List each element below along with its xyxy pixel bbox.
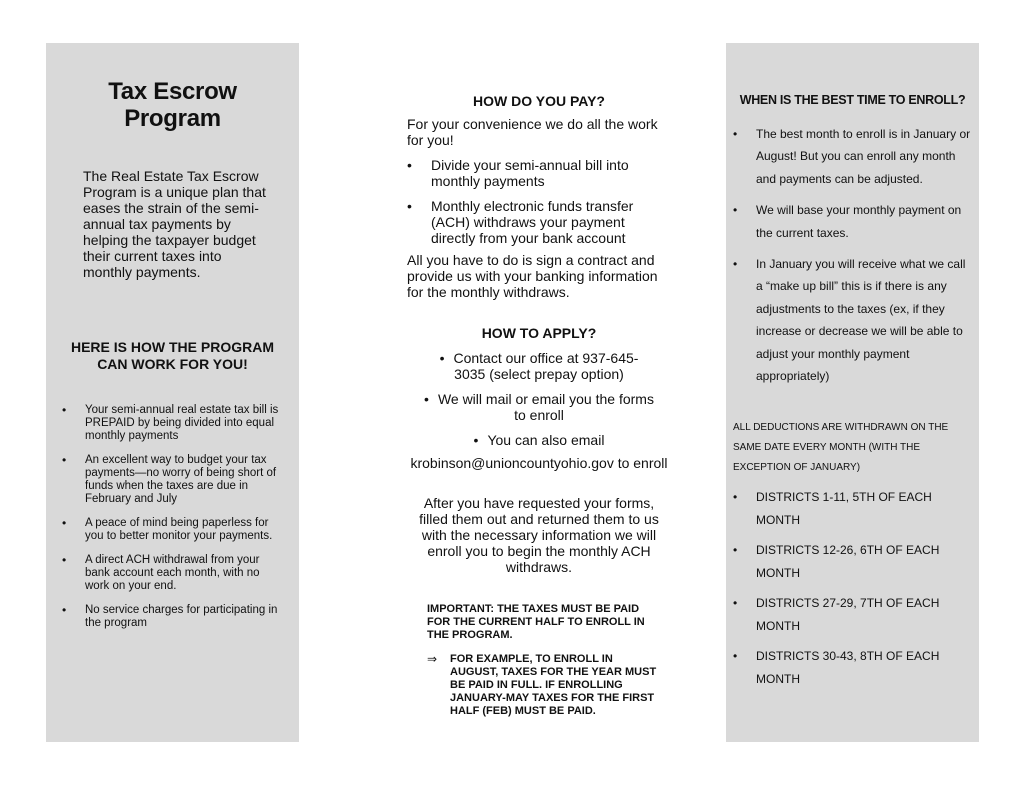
apply-item: • We will mail or email you the forms to enroll: [424, 391, 654, 423]
how-to-apply-heading: HOW TO APPLY?: [481, 325, 597, 341]
middle-panel: [404, 43, 674, 742]
example-notice: [427, 653, 657, 718]
pay-item: • Monthly electronic funds transfer (ACH) withdraws your payment directly from your bank account: [407, 198, 667, 246]
deductions-notice: ALL DEDUCTIONS ARE WITHDRAWN ON THE SAME DATE EVERY MONTH (WITH THE EXCEPTION OF JANUARY): [733, 422, 949, 473]
benefit-item: • A peace of mind being paperless for you to better monitor your payments.: [65, 517, 285, 543]
how-it-works-heading: [56, 339, 289, 373]
how-heading-line-2: CAN WORK FOR YOU!: [97, 356, 248, 372]
benefits-list: [65, 404, 285, 641]
district-item: • DISTRICTS 1-11, 5TH OF EACH MONTH: [733, 486, 973, 532]
enroll-item: • The best month to enroll is in January or August! But you can enroll any month and payments can be adjusted.: [733, 123, 973, 190]
pay-intro: For your convenience we do all the work for you!: [407, 116, 658, 148]
how-do-you-pay-heading: HOW DO YOU PAY?: [473, 93, 605, 109]
enroll-item: • In January you will receive what we call a “make up bill” this is if there is any adjustments to the taxes (ex, if they increase or decrease we will be able to adjust your monthly payment appropriately): [733, 253, 973, 387]
enroll-list: [733, 123, 973, 396]
enroll-item: • We will base your monthly payment on the current taxes.: [733, 199, 973, 244]
apply-item-text: Contact our office at 937-645-3035 (select prepay option): [453, 350, 639, 382]
pay-list: [407, 157, 667, 255]
apply-item-text: You can also email: [487, 432, 605, 448]
apply-list: [424, 350, 654, 457]
benefit-item: • No service charges for participating in the program: [65, 604, 285, 630]
pay-item: • Divide your semi-annual bill into monthly payments: [407, 157, 667, 189]
title-line-1: Tax Escrow: [108, 78, 237, 105]
district-item: • DISTRICTS 27-29, 7TH OF EACH MONTH: [733, 592, 973, 638]
program-intro: The Real Estate Tax Escrow Program is a unique plan that eases the strain of the semi-annual tax payments by helping the taxpayer budget their current taxes into monthly payments.: [83, 168, 266, 280]
benefit-item: • A direct ACH withdrawal from your bank account each month, with no work on your end.: [65, 554, 285, 593]
important-notice: IMPORTANT: THE TAXES MUST BE PAID FOR THE CURRENT HALF TO ENROLL IN THE PROGRAM.: [427, 603, 645, 641]
example-text: FOR EXAMPLE, TO ENROLL IN AUGUST, TAXES FOR THE YEAR MUST BE PAID IN FULL. IF ENROLLING JANUARY-MAY TAXES FOR THE FIRST HALF (FEB) MUST BE PAID.: [450, 653, 657, 717]
districts-list: [733, 486, 973, 698]
best-time-heading: WHEN IS THE BEST TIME TO ENROLL?: [739, 93, 966, 107]
arrow-right-icon: ⇒: [427, 652, 438, 666]
benefit-item: • Your semi-annual real estate tax bill is PREPAID by being divided into equal monthly payments: [65, 404, 285, 443]
contact-email: krobinson@unioncountyohio.gov to enroll: [410, 455, 668, 471]
district-item: • DISTRICTS 30-43, 8TH OF EACH MONTH: [733, 645, 973, 691]
pay-outro: All you have to do is sign a contract and provide us with your banking information for the monthly withdraws.: [407, 252, 658, 300]
apply-item: • You can also email: [473, 432, 605, 448]
apply-item-text: We will mail or email you the forms to enroll: [437, 391, 654, 423]
benefit-item: • An excellent way to budget your tax payments—no worry of being short of funds when the taxes are due in February and July: [65, 454, 285, 506]
apply-item: • Contact our office at 937-645-3035 (select prepay option): [439, 350, 639, 382]
left-panel: [46, 43, 299, 742]
after-request-text: After you have requested your forms, filled them out and returned them to us with the necessary information we will enroll you to begin the monthly ACH withdraws.: [419, 495, 659, 575]
title-line-2: Program: [124, 105, 221, 132]
how-heading-line-1: HERE IS HOW THE PROGRAM: [70, 339, 274, 355]
brochure-title: [46, 78, 299, 132]
district-item: • DISTRICTS 12-26, 6TH OF EACH MONTH: [733, 539, 973, 585]
right-panel: [726, 43, 979, 742]
